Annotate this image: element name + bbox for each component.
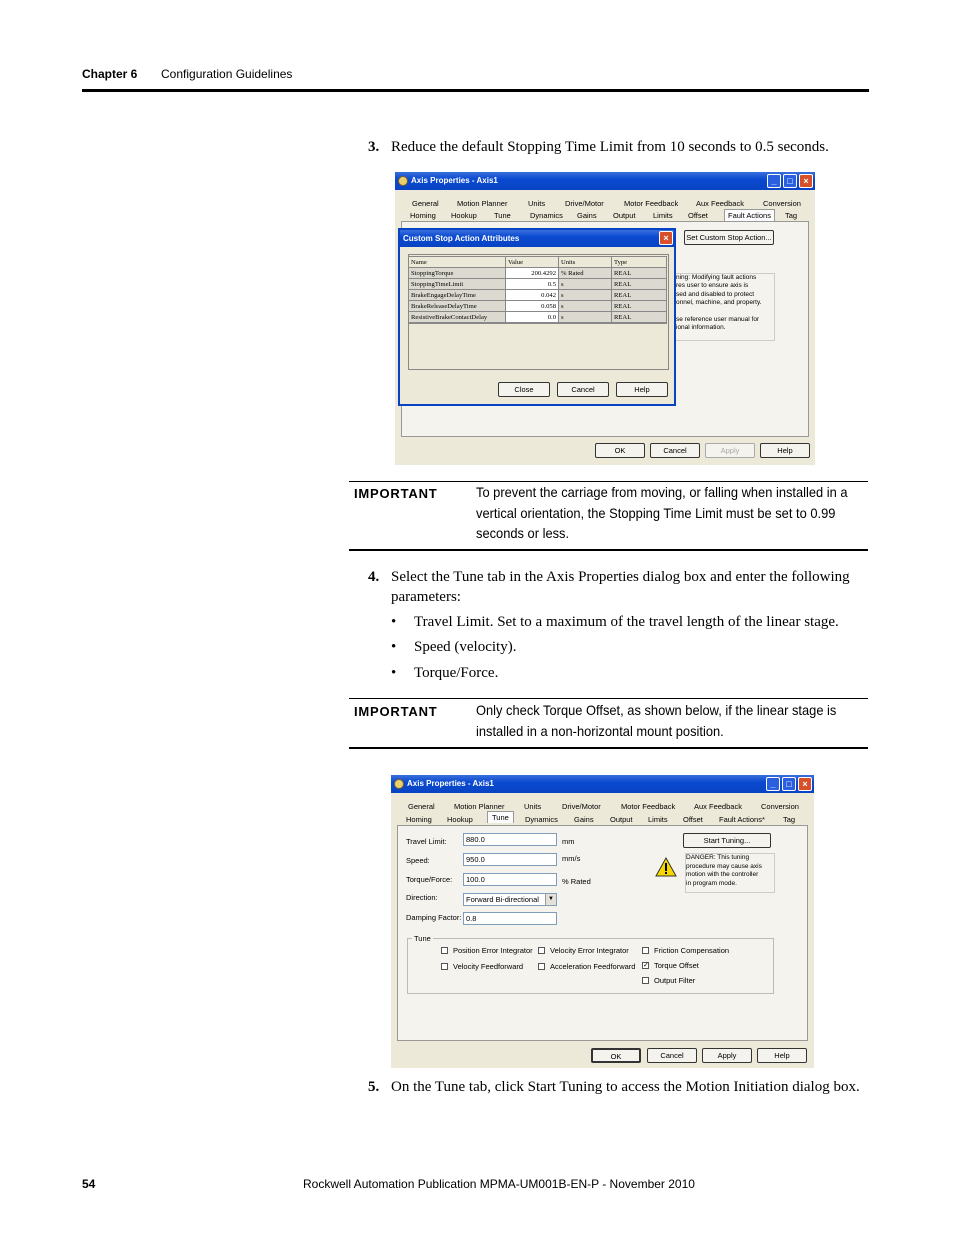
chevron-down-icon[interactable]: ▼ <box>545 894 556 905</box>
travel-limit-unit: mm <box>562 837 575 846</box>
speed-unit: mm/s <box>562 854 581 863</box>
tab-hookup[interactable]: Hookup <box>447 815 473 824</box>
tab-fault-actions[interactable]: Fault Actions <box>724 209 775 221</box>
step-text: On the Tune tab, click Start Tuning to access the Motion Initiation dialog box. <box>391 1079 860 1095</box>
tab-motor-feedback[interactable]: Motor Feedback <box>621 802 676 811</box>
step-number: 4. <box>368 569 380 585</box>
header-rule <box>82 89 869 92</box>
direction-value: Forward Bi-directional <box>466 895 539 904</box>
velocity-error-integrator-checkbox[interactable] <box>538 947 545 954</box>
cancel-button[interactable]: Cancel <box>557 382 609 397</box>
tab-general[interactable]: General <box>412 199 439 208</box>
dialog-title: Axis Properties - Axis1 <box>407 779 494 788</box>
page-number: 54 <box>82 1177 96 1191</box>
close-icon[interactable]: × <box>659 231 673 245</box>
app-icon <box>394 779 404 789</box>
start-tuning-button[interactable]: Start Tuning... <box>683 833 771 848</box>
tab-fault-actions[interactable]: Fault Actions* <box>719 815 765 824</box>
output-filter-checkbox[interactable] <box>642 977 649 984</box>
tab-dynamics[interactable]: Dynamics <box>530 211 563 220</box>
tab-tag[interactable]: Tag <box>783 815 796 824</box>
help-button[interactable]: Help <box>616 382 668 397</box>
torque-offset-checkbox[interactable]: ✓ <box>643 962 649 969</box>
chapter-label: Chapter 6 <box>82 67 138 81</box>
tab-conversion[interactable]: Conversion <box>763 199 801 208</box>
important-text: To prevent the carriage from moving, or falling when installed in a vertical orientation, the Stopping Time Limit must be set to 0.99 seconds or less. <box>476 484 848 541</box>
tab-general[interactable]: General <box>408 802 435 811</box>
column-header-value[interactable]: Value <box>506 257 559 268</box>
set-custom-stop-action-button[interactable]: Set Custom Stop Action... <box>684 230 774 245</box>
damping-field[interactable]: 0.8 <box>463 912 557 925</box>
position-error-integrator-checkbox[interactable] <box>441 947 448 954</box>
important-label: IMPORTANT <box>354 704 438 719</box>
column-header-units[interactable]: Units <box>559 257 612 268</box>
tab-output[interactable]: Output <box>613 211 636 220</box>
dialog-title: Axis Properties - Axis1 <box>411 176 498 185</box>
tab-limits[interactable]: Limits <box>653 211 673 220</box>
tab-gains[interactable]: Gains <box>574 815 594 824</box>
tab-drive-motor[interactable]: Drive/Motor <box>562 802 601 811</box>
torque-label: Torque/Force: <box>406 875 453 884</box>
tune-group-label: Tune <box>414 934 431 943</box>
danger-text: DANGER: This tuning procedure may cause axis motion with the controller in program mode. <box>685 853 775 893</box>
axis-properties-dialog-2: Axis Properties - Axis1 _ □ × General Motion Planner Units Drive/Motor Motor Feedback Aux Feedback Conversion Homing Hookup Tune Dynamics Gains Output Limits Offset Fault Actions* Tag Travel Limit: 880.0 mm Speed: 950.0 mm/s Torque/Force: 100.0 % Rated Direction: Forward Bi-directional ▼ Damping Factor: 0.8 Start Tuning... DANGER: This tuning procedure may cause axis motion with the controller in program mode. Tune Position Error Integrator Velocity Error Integrator Friction Compensation Velocity Feedforward Acceleration Feedforward ✓ Torque Offset Output Filter OK Cancel Apply Help <box>391 775 814 1068</box>
travel-limit-field[interactable]: 880.0 <box>463 833 557 846</box>
dialog-title-bar <box>395 172 815 190</box>
section-title: Configuration Guidelines <box>161 67 293 81</box>
close-icon[interactable]: × <box>798 777 812 791</box>
important-rule-bottom <box>349 747 868 749</box>
tab-output[interactable]: Output <box>610 815 633 824</box>
tab-homing[interactable]: Homing <box>406 815 432 824</box>
step-number: 3. <box>368 139 380 155</box>
tab-homing[interactable]: Homing <box>410 211 436 220</box>
tab-motion-planner[interactable]: Motion Planner <box>457 199 508 208</box>
app-icon <box>398 176 408 186</box>
tab-tag[interactable]: Tag <box>785 211 798 220</box>
column-header-type[interactable]: Type <box>612 257 667 268</box>
help-button[interactable]: Help <box>760 443 810 458</box>
tab-tune[interactable]: Tune <box>487 811 514 823</box>
cancel-button[interactable]: Cancel <box>650 443 700 458</box>
tab-hookup[interactable]: Hookup <box>451 211 477 220</box>
important-rule-bottom <box>349 549 868 551</box>
inner-title-bar <box>400 230 674 247</box>
maximize-icon[interactable]: □ <box>782 777 796 791</box>
step-text: Select the Tune tab in the Axis Properties dialog box and enter the following parameters: <box>391 569 850 605</box>
ok-button[interactable]: OK <box>595 443 645 458</box>
warning-icon <box>655 857 677 877</box>
inner-dialog-title: Custom Stop Action Attributes <box>403 234 520 243</box>
tab-motion-planner[interactable]: Motion Planner <box>454 802 505 811</box>
cancel-button[interactable]: Cancel <box>647 1048 697 1063</box>
apply-button[interactable]: Apply <box>705 443 755 458</box>
tab-aux-feedback[interactable]: Aux Feedback <box>696 199 744 208</box>
tab-gains[interactable]: Gains <box>577 211 597 220</box>
publication-info: Rockwell Automation Publication MPMA-UM001B-EN-P - November 2010 <box>303 1177 695 1191</box>
direction-label: Direction: <box>406 893 438 902</box>
maximize-icon[interactable]: □ <box>783 174 797 188</box>
important-label: IMPORTANT <box>354 486 438 501</box>
acceleration-feedforward-checkbox[interactable] <box>538 963 545 970</box>
travel-limit-label: Travel Limit: <box>406 837 447 846</box>
tab-motor-feedback[interactable]: Motor Feedback <box>624 199 679 208</box>
tab-conversion[interactable]: Conversion <box>761 802 799 811</box>
close-button[interactable]: Close <box>498 382 550 397</box>
tab-offset[interactable]: Offset <box>683 815 703 824</box>
close-icon[interactable]: × <box>799 174 813 188</box>
column-header-name[interactable]: Name <box>409 257 506 268</box>
minimize-icon[interactable]: _ <box>766 777 780 791</box>
tab-drive-motor[interactable]: Drive/Motor <box>565 199 604 208</box>
friction-compensation-checkbox[interactable] <box>642 947 649 954</box>
damping-label: Damping Factor: <box>406 913 462 922</box>
tab-limits[interactable]: Limits <box>648 815 668 824</box>
torque-field[interactable]: 100.0 <box>463 873 557 886</box>
tab-aux-feedback[interactable]: Aux Feedback <box>694 802 742 811</box>
attributes-grid: Name Value Units Type StoppingTorque 200.4292 % Rated REAL StoppingTimeLimit 0.5 s REAL BrakeEngageDelayTime 0.042 s REAL BrakeReleaseDelayTime 0.058 s REAL ResistiveBrakeContactDelay 0.0 s REAL <box>408 256 667 324</box>
ok-button[interactable]: OK <box>591 1048 641 1063</box>
tab-dynamics[interactable]: Dynamics <box>525 815 558 824</box>
tab-tune[interactable]: Tune <box>494 211 511 220</box>
help-button[interactable]: Help <box>757 1048 807 1063</box>
tab-units[interactable]: Units <box>524 802 542 811</box>
direction-select[interactable] <box>463 893 557 906</box>
step-number: 5. <box>368 1079 380 1095</box>
speed-field[interactable]: 950.0 <box>463 853 557 866</box>
apply-button[interactable]: Apply <box>702 1048 752 1063</box>
important-text: Only check Torque Offset, as shown below, if the linear stage is installed in a non-horizontal mount position. <box>476 702 837 739</box>
important-rule-top <box>349 698 868 699</box>
torque-unit: % Rated <box>562 877 591 886</box>
velocity-feedforward-checkbox[interactable] <box>441 963 448 970</box>
minimize-icon[interactable]: _ <box>767 174 781 188</box>
tab-units[interactable]: Units <box>528 199 546 208</box>
warning-text: ning: Modifying fault actions res user to ensure axis is sed and disabled to protect onnel, machine, and property. se reference user manual for ional information. <box>675 273 775 341</box>
tab-offset[interactable]: Offset <box>688 211 708 220</box>
speed-label: Speed: <box>406 856 430 865</box>
step-text: Reduce the default Stopping Time Limit from 10 seconds to 0.5 seconds. <box>391 139 829 155</box>
dialog-title-bar <box>391 775 814 793</box>
